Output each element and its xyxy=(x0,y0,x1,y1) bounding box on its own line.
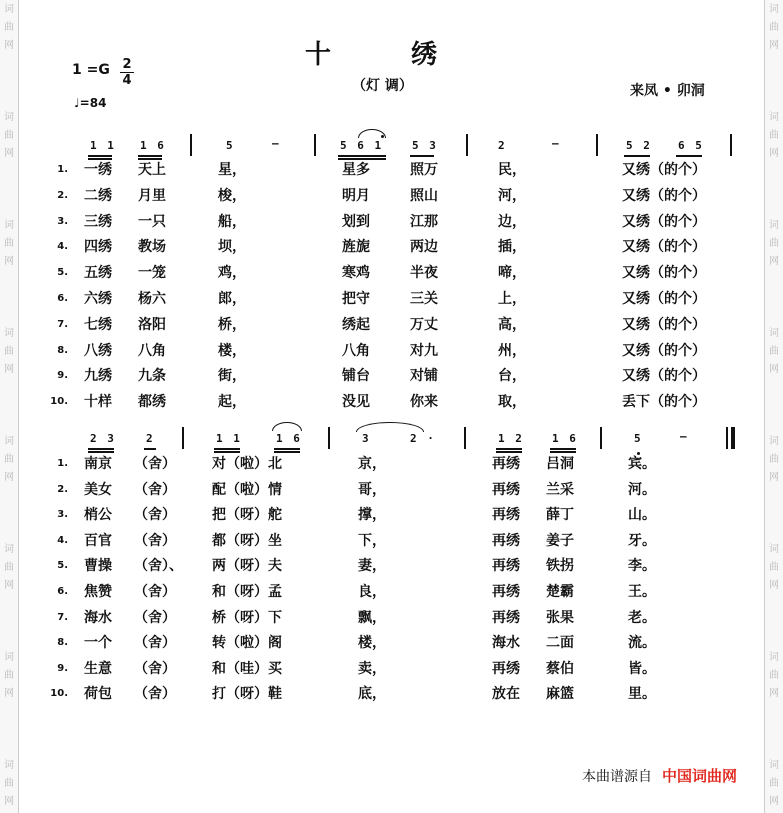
lyric-cell: 一只 xyxy=(138,213,166,230)
watermark-glyph: 网 xyxy=(4,40,14,51)
lyric-cell: 鸡， xyxy=(218,265,246,282)
lyric-cell: 两（呀）夫 xyxy=(212,558,282,575)
lyric-cell: 打（呀）鞋 xyxy=(212,686,282,703)
lyric-cell: 星， xyxy=(218,162,246,178)
lyric-cell: 生意 xyxy=(84,660,112,677)
watermark-glyph: 曲 xyxy=(4,130,14,141)
lyric-cell: 四绣 xyxy=(84,239,112,256)
lyric-cell: 铺台 xyxy=(342,368,370,385)
song-title xyxy=(300,34,442,71)
lyric-cell: 撑， xyxy=(358,507,386,524)
lyric-cell: 又绣（的个） xyxy=(622,291,706,307)
lyric-cell: 洛阳 xyxy=(138,316,166,333)
song-credit: 来凤 • 卯洞 xyxy=(630,83,705,99)
verse-number: 5. xyxy=(57,267,68,279)
lyric-cell: 蔡伯 xyxy=(546,660,574,677)
beam-line xyxy=(138,155,162,157)
beam-line xyxy=(410,155,434,157)
watermark-glyph: 词 xyxy=(769,652,779,663)
note-group: 3 xyxy=(362,432,371,445)
verse-number: 3. xyxy=(57,215,68,227)
beam-line xyxy=(676,155,702,157)
note-group: — xyxy=(552,137,561,150)
lyric-cell: 七绣 xyxy=(84,316,112,333)
lyric-cell: 再绣 xyxy=(492,660,520,677)
bar-line xyxy=(464,427,466,449)
lyric-cell: 二绣 xyxy=(84,187,112,204)
note-group: 1 2 xyxy=(498,432,524,445)
lyric-cell: 八角 xyxy=(342,342,370,359)
lyric-cell: 再绣 xyxy=(492,532,520,549)
lyric-cell: 万丈 xyxy=(410,316,438,333)
lyric-cell: 插， xyxy=(498,239,526,256)
lyric-cell: 梢公 xyxy=(84,507,112,524)
beam-line xyxy=(274,448,300,450)
watermark-glyph: 曲 xyxy=(769,670,779,681)
lyric-cell: 照万 xyxy=(410,162,438,178)
watermark-glyph: 曲 xyxy=(4,346,14,357)
watermark-glyph: 曲 xyxy=(4,454,14,465)
watermark-glyph: 词 xyxy=(4,112,14,123)
lyric-cell: 高， xyxy=(498,316,526,333)
lyric-cell: 又绣（的个） xyxy=(622,342,706,359)
lyric-cell: 转（啦）阁 xyxy=(212,635,282,652)
bar-line xyxy=(328,427,330,449)
bar-line xyxy=(596,134,598,156)
time-denominator: 4 xyxy=(122,73,132,88)
watermark-glyph: 曲 xyxy=(769,346,779,357)
beam-line xyxy=(496,448,522,450)
watermark-glyph: 词 xyxy=(4,652,14,663)
lyric-cell: 宾。 xyxy=(628,456,656,472)
time-numerator: 2 xyxy=(122,57,132,72)
note-group: 5 xyxy=(226,139,235,152)
watermark-glyph: 词 xyxy=(769,760,779,771)
lyric-cell: 天上 xyxy=(138,162,166,178)
lyric-cell: 荷包 xyxy=(84,686,112,703)
lyric-cell: 张果 xyxy=(546,609,574,626)
lyric-cell: 明月 xyxy=(342,187,370,204)
watermark-glyph: 曲 xyxy=(4,22,14,33)
watermark-glyph: 曲 xyxy=(769,22,779,33)
lyric-cell: （舍） xyxy=(134,584,176,600)
lyric-cell: 都绣 xyxy=(138,394,166,411)
verse-number: 9. xyxy=(57,662,68,674)
lyric-cell: 哥， xyxy=(358,481,386,498)
note-group: 1 6 xyxy=(140,139,166,152)
lyric-cell: 月里 xyxy=(138,187,166,204)
watermark-glyph: 词 xyxy=(769,544,779,555)
octave-dot xyxy=(637,452,640,455)
watermark-glyph: 网 xyxy=(769,688,779,699)
lyric-cell: 又绣（的个） xyxy=(622,187,706,204)
verse-number: 1. xyxy=(57,164,68,175)
lyric-cell: （舍） xyxy=(134,456,176,472)
lyric-cell: 对（啦）北 xyxy=(212,456,282,472)
right-watermark-strip xyxy=(764,0,783,813)
lyric-cell: 星多 xyxy=(342,162,370,178)
watermark-glyph: 网 xyxy=(4,472,14,483)
note-group: 5 2 xyxy=(626,139,652,152)
lyric-cell: 九绣 xyxy=(84,368,112,385)
lyric-cell: 美女 xyxy=(84,481,112,498)
watermark-glyph: 曲 xyxy=(769,238,779,249)
lyric-cell: 取， xyxy=(498,394,526,411)
tempo-mark: ♩=84 xyxy=(74,96,107,110)
lyric-cell: 京， xyxy=(358,456,386,472)
lyric-cell: 又绣（的个） xyxy=(622,316,706,333)
watermark-glyph: 曲 xyxy=(769,562,779,573)
beam-line xyxy=(88,158,112,160)
beam-line xyxy=(338,158,386,160)
watermark-glyph: 网 xyxy=(769,364,779,375)
note-group: 1 1 xyxy=(90,139,116,152)
verse-number: 5. xyxy=(57,560,68,572)
beam-line xyxy=(144,448,156,450)
verse-number: 4. xyxy=(57,241,68,253)
lyric-cell: 坝， xyxy=(218,239,246,256)
lyric-cell: 吕洞 xyxy=(546,456,574,472)
lyric-cell: 都（呀）坐 xyxy=(212,532,282,549)
lyric-cell: 兰采 xyxy=(546,481,574,498)
watermark-glyph: 词 xyxy=(4,220,14,231)
note-group: 1 6 xyxy=(552,432,578,445)
lyric-cell: 杨六 xyxy=(138,291,166,307)
watermark-glyph: 词 xyxy=(769,328,779,339)
watermark-glyph: 网 xyxy=(769,148,779,159)
note-group: 1 6 xyxy=(276,432,302,445)
lyric-cell: 对九 xyxy=(410,342,438,359)
note-group: 2 · xyxy=(410,432,436,445)
bar-line xyxy=(314,134,316,156)
lyric-cell: 底， xyxy=(358,686,386,703)
lyric-cell: 再绣 xyxy=(492,481,520,498)
lyric-cell: 江那 xyxy=(410,213,438,230)
bar-line xyxy=(466,134,468,156)
note-group: 1 1 xyxy=(216,432,242,445)
lyric-cell: 河， xyxy=(498,187,526,204)
beam-line xyxy=(214,448,240,450)
verse-number: 8. xyxy=(57,637,68,649)
bar-line xyxy=(730,134,732,156)
lyric-cell: 皆。 xyxy=(628,660,656,677)
note-group: 2 xyxy=(498,139,507,152)
lyric-cell: 教场 xyxy=(138,239,166,256)
note-group: 6 5 xyxy=(678,139,704,152)
lyric-cell: 三绣 xyxy=(84,213,112,230)
lyric-cell: 飘， xyxy=(358,609,386,626)
watermark-glyph: 词 xyxy=(4,436,14,447)
lyric-cell: 麻篮 xyxy=(546,686,574,703)
lyric-cell: 配（啦）情 xyxy=(212,481,282,498)
lyric-cell: 两边 xyxy=(410,239,438,256)
watermark-glyph: 网 xyxy=(4,148,14,159)
verse-number: 7. xyxy=(57,611,68,623)
lyric-cell: 河。 xyxy=(628,481,656,498)
verse-number: 6. xyxy=(57,586,68,597)
lyric-cell: 半夜 xyxy=(410,265,438,282)
watermark-glyph: 曲 xyxy=(4,778,14,789)
lyric-cell: 和（哇）买 xyxy=(212,660,282,677)
lyric-cell: 再绣 xyxy=(492,456,520,472)
watermark-glyph: 曲 xyxy=(4,562,14,573)
lyric-cell: 十样 xyxy=(84,394,112,411)
slur xyxy=(358,129,386,138)
lyric-cell: 桥（呀）下 xyxy=(212,609,282,626)
time-signature xyxy=(120,58,134,87)
watermark-glyph: 网 xyxy=(4,688,14,699)
lyric-cell: 照山 xyxy=(410,187,438,204)
lyric-cell: 五绣 xyxy=(84,265,112,282)
lyric-cell: 船， xyxy=(218,213,246,230)
lyric-cell: 一个 xyxy=(84,635,112,652)
slur xyxy=(356,422,424,432)
watermark-glyph: 网 xyxy=(769,256,779,267)
lyric-cell: 一绣 xyxy=(84,162,112,178)
lyric-cell: 山。 xyxy=(628,507,656,524)
lyric-cell: 再绣 xyxy=(492,609,520,626)
lyric-cell: 边， xyxy=(498,213,526,230)
beam-line xyxy=(274,451,300,453)
watermark-glyph: 词 xyxy=(4,4,14,15)
lyric-cell: 你来 xyxy=(410,394,438,411)
note-group: — xyxy=(680,430,689,443)
note-group: — xyxy=(272,137,281,150)
lyric-cell: 楚霸 xyxy=(546,584,574,600)
bar-line xyxy=(600,427,602,449)
watermark-glyph: 词 xyxy=(769,112,779,123)
note-group: 5 6 1 xyxy=(340,139,384,152)
watermark-glyph: 网 xyxy=(769,796,779,807)
watermark-glyph: 词 xyxy=(769,4,779,15)
lyric-cell: 牙。 xyxy=(628,532,656,549)
lyric-cell: 铁拐 xyxy=(546,558,574,575)
lyric-cell: 把守 xyxy=(342,291,370,307)
title-char: 十 xyxy=(304,40,331,70)
lyric-cell: （舍）、 xyxy=(134,558,183,575)
lyric-cell: 李。 xyxy=(628,558,656,575)
lyric-cell: 卖， xyxy=(358,660,386,677)
lyric-cell: 民， xyxy=(498,162,526,178)
lyric-cell: 再绣 xyxy=(492,584,520,600)
lyric-cell: 三关 xyxy=(410,291,438,307)
song-subtitle: （灯 调） xyxy=(352,78,413,94)
lyric-cell: 寒鸡 xyxy=(342,265,370,282)
final-bar-thick xyxy=(731,427,735,449)
watermark-glyph: 词 xyxy=(769,436,779,447)
lyric-cell: 郎， xyxy=(218,291,246,307)
lyric-cell: 焦赞 xyxy=(84,584,112,600)
lyric-cell: 州， xyxy=(498,342,526,359)
verse-number: 10. xyxy=(50,396,68,408)
source-label: 本曲谱源自 xyxy=(582,769,652,785)
lyric-cell: 二面 xyxy=(546,635,574,652)
lyric-cell: 又绣（的个） xyxy=(622,239,706,256)
watermark-glyph: 网 xyxy=(4,580,14,591)
note-group: 5 xyxy=(634,432,643,445)
verse-number: 2. xyxy=(57,483,68,495)
verse-number: 3. xyxy=(57,509,68,521)
lyric-cell: 对铺 xyxy=(410,368,438,385)
watermark-glyph: 词 xyxy=(4,328,14,339)
beam-line xyxy=(624,155,650,157)
lyric-cell: 起， xyxy=(218,394,246,411)
lyric-cell: 没见 xyxy=(342,394,370,411)
watermark-glyph: 网 xyxy=(4,256,14,267)
lyric-cell: 又绣（的个） xyxy=(622,368,706,385)
lyric-cell: 街， xyxy=(218,368,246,385)
lyric-cell: 楼， xyxy=(218,342,246,359)
bar-line xyxy=(190,134,192,156)
lyric-cell: 妻， xyxy=(358,558,386,575)
final-bar-thin xyxy=(726,427,728,449)
lyric-cell: 下， xyxy=(358,532,386,549)
verse-number: 4. xyxy=(57,534,68,546)
lyric-cell: 楼， xyxy=(358,635,386,652)
bar-line xyxy=(182,427,184,449)
lyric-cell: 又绣（的个） xyxy=(622,213,706,230)
watermark-glyph: 网 xyxy=(769,580,779,591)
watermark-glyph: 网 xyxy=(4,796,14,807)
verse-number: 9. xyxy=(57,370,68,382)
lyric-cell: 六绣 xyxy=(84,291,112,307)
beam-line xyxy=(88,448,114,450)
lyric-cell: 薛丁 xyxy=(546,507,574,524)
slur xyxy=(272,422,302,431)
watermark-glyph: 曲 xyxy=(769,778,779,789)
note-group: 2 3 xyxy=(90,432,116,445)
lyric-cell: 流。 xyxy=(628,635,656,652)
lyric-cell: （舍） xyxy=(134,481,176,498)
lyric-cell: 良， xyxy=(358,584,386,600)
lyric-cell: 台， xyxy=(498,368,526,385)
watermark-glyph: 网 xyxy=(769,40,779,51)
lyric-cell: 再绣 xyxy=(492,558,520,575)
lyric-cell: 梭， xyxy=(218,187,246,204)
lyric-cell: 又绣（的个） xyxy=(622,162,706,178)
title-char: 绣 xyxy=(410,40,437,70)
lyric-cell: 百官 xyxy=(84,532,112,549)
beam-line xyxy=(214,451,240,453)
left-watermark-strip xyxy=(0,0,19,813)
verse-number: 6. xyxy=(57,293,68,304)
beam-line xyxy=(88,155,112,157)
lyric-cell: （舍） xyxy=(134,609,176,626)
watermark-glyph: 曲 xyxy=(4,670,14,681)
verse-number: 10. xyxy=(50,688,68,700)
watermark-glyph: 词 xyxy=(4,760,14,771)
key-signature: 1 =G xyxy=(72,62,110,78)
lyric-cell: 桥， xyxy=(218,316,246,333)
lyric-cell: 一笼 xyxy=(138,265,166,282)
lyric-cell: 绣起 xyxy=(342,316,370,333)
source-site-link[interactable]: 中国词曲网 xyxy=(662,767,738,785)
lyric-cell: （舍） xyxy=(134,660,176,677)
beam-line xyxy=(88,451,114,453)
lyric-cell: 姜子 xyxy=(546,532,574,549)
watermark-glyph: 曲 xyxy=(769,454,779,465)
watermark-glyph: 词 xyxy=(4,544,14,555)
beam-line xyxy=(138,158,162,160)
lyric-cell: 九条 xyxy=(138,368,166,385)
lyric-cell: 八角 xyxy=(138,342,166,359)
watermark-glyph: 词 xyxy=(769,220,779,231)
lyric-cell: 老。 xyxy=(628,609,656,626)
lyric-cell: 海水 xyxy=(84,609,112,626)
lyric-cell: （舍） xyxy=(134,507,176,524)
lyric-cell: （舍） xyxy=(134,686,176,703)
lyric-cell: 啼， xyxy=(498,265,526,282)
lyric-cell: 放在 xyxy=(492,686,520,703)
note-group: 5 3 xyxy=(412,139,438,152)
lyric-cell: （舍） xyxy=(134,635,176,652)
verse-number: 1. xyxy=(57,458,68,469)
watermark-glyph: 曲 xyxy=(769,130,779,141)
verse-number: 7. xyxy=(57,318,68,330)
beam-line xyxy=(496,451,522,453)
lyric-cell: 和（呀）孟 xyxy=(212,584,282,600)
watermark-glyph: 网 xyxy=(769,472,779,483)
lyric-cell: （舍） xyxy=(134,532,176,549)
lyric-cell: 又绣（的个） xyxy=(622,265,706,282)
lyric-cell: 划到 xyxy=(342,213,370,230)
lyric-cell: 曹操 xyxy=(84,558,112,575)
verse-number: 2. xyxy=(57,189,68,201)
lyric-cell: 八绣 xyxy=(84,342,112,359)
beam-line xyxy=(338,155,386,157)
watermark-glyph: 网 xyxy=(4,364,14,375)
lyric-cell: 南京 xyxy=(84,456,112,472)
lyric-cell: 上， xyxy=(498,291,526,307)
lyric-cell: 把（呀）舵 xyxy=(212,507,282,524)
lyric-cell: 海水 xyxy=(492,635,520,652)
lyric-cell: 再绣 xyxy=(492,507,520,524)
lyric-cell: 丢下（的个） xyxy=(622,394,706,411)
lyric-cell: 里。 xyxy=(628,686,656,703)
beam-line xyxy=(550,451,576,453)
lyric-cell: 旌旎 xyxy=(342,239,370,256)
watermark-glyph: 曲 xyxy=(4,238,14,249)
beam-line xyxy=(550,448,576,450)
lyric-cell: 王。 xyxy=(628,584,656,600)
note-group: 2 xyxy=(146,432,155,445)
verse-number: 8. xyxy=(57,344,68,356)
